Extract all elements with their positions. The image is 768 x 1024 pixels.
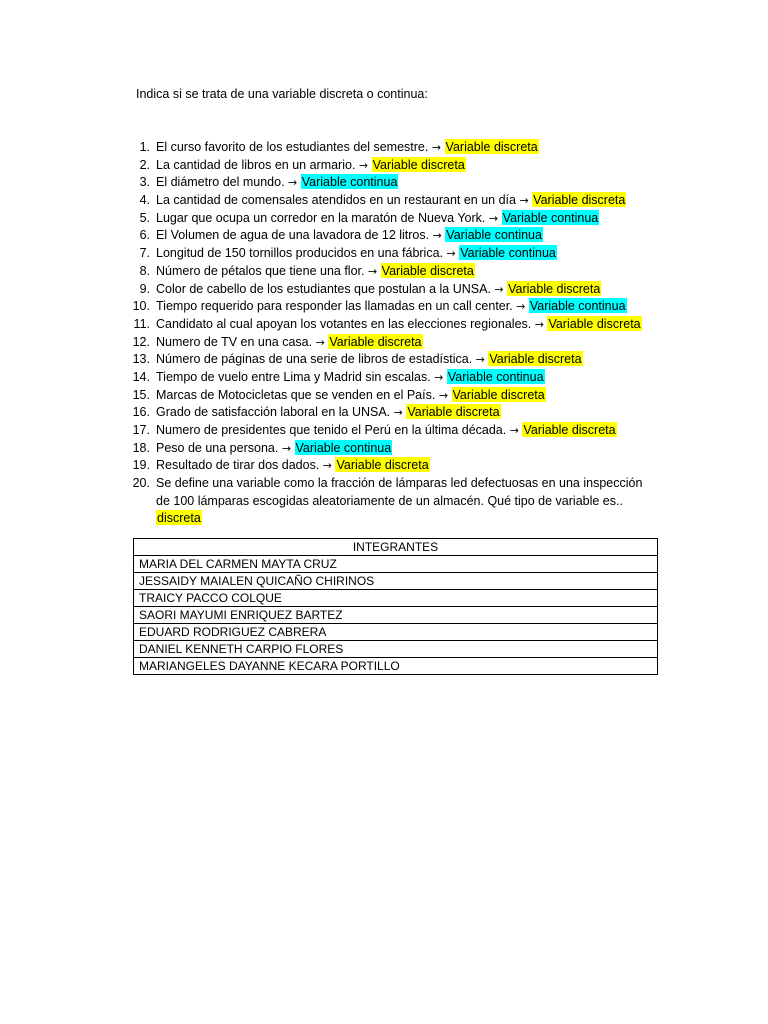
answer-discreta: Variable discreta xyxy=(548,316,641,331)
question-item xyxy=(128,404,668,422)
answer-continua: Variable continua xyxy=(447,369,544,384)
question-body xyxy=(156,192,656,210)
question-body xyxy=(156,316,656,334)
question-number: 1. xyxy=(139,140,150,154)
question-item xyxy=(128,192,668,210)
question-text: Candidato al cual apoyan los votantes en las elecciones regionales. xyxy=(156,316,532,331)
question-text: Grado de satisfacción laboral en la UNSA. xyxy=(156,405,391,420)
question-text: Resultado de tirar dos dados. xyxy=(156,458,320,473)
question-item xyxy=(128,245,668,263)
question-body xyxy=(156,404,656,422)
arrow-icon: → xyxy=(438,388,449,402)
question-body xyxy=(156,210,656,228)
question-body xyxy=(156,245,656,263)
question-number: 12. xyxy=(132,334,150,349)
question-body xyxy=(156,351,656,369)
question-text: Tiempo requerido para responder las llamadas en un call center. xyxy=(156,299,513,314)
question-item xyxy=(128,316,668,334)
question-text: El diámetro del mundo. xyxy=(156,175,285,190)
answer-continua: Variable continua xyxy=(529,299,626,314)
question-text: Tiempo de vuelo entre Lima y Madrid sin escalas. xyxy=(156,369,431,384)
question-item xyxy=(128,369,668,387)
question-number: 8. xyxy=(139,263,150,278)
arrow-icon: → xyxy=(322,459,332,473)
question-text: Número de pétalos que tiene una flor. xyxy=(156,263,365,278)
question-number: 18. xyxy=(132,440,150,455)
arrow-icon: → xyxy=(315,335,325,349)
member-name: TRAICY PACCO COLQUE xyxy=(134,590,658,607)
question-text: Se define una variable como la fracción de lámparas led defectuosas en una inspección de 100 lámparas escogidas aleatoriamente de un almacén. Qué tipo de variable es.. xyxy=(156,476,643,508)
answer-continua: Variable continua xyxy=(460,246,556,261)
question-text: Número de páginas de una serie de libros de estadística. xyxy=(156,352,473,367)
question-body xyxy=(156,334,656,352)
question-text: La cantidad de libros en un armario. xyxy=(156,157,356,172)
question-item xyxy=(128,263,668,281)
answer-discreta: Variable discreta xyxy=(533,193,626,208)
answer-discreta: Variable discreta xyxy=(445,140,538,154)
question-item xyxy=(128,457,668,475)
question-number: 13. xyxy=(132,352,150,367)
question-list xyxy=(128,139,668,528)
question-body xyxy=(156,457,656,475)
question-item xyxy=(128,281,668,299)
member-name: SAORI MAYUMI ENRIQUEZ BARTEZ xyxy=(134,607,658,624)
question-text: El curso favorito de los estudiantes del semestre. xyxy=(156,140,429,154)
question-body xyxy=(156,440,656,458)
question-text: El Volumen de agua de una lavadora de 12 litros. xyxy=(156,228,430,243)
table-header-row xyxy=(134,539,658,556)
arrow-icon: → xyxy=(519,194,529,208)
question-number: 2. xyxy=(139,157,150,172)
arrow-icon: → xyxy=(367,264,378,278)
arrow-icon: → xyxy=(281,441,292,455)
table-row xyxy=(134,624,658,641)
arrow-icon: → xyxy=(434,370,444,384)
answer-discreta: Variable discreta xyxy=(336,458,429,473)
question-body xyxy=(156,387,656,405)
arrow-icon: → xyxy=(509,424,519,437)
question-body xyxy=(156,157,656,175)
question-number: 16. xyxy=(132,405,150,420)
question-number: 17. xyxy=(132,423,150,437)
answer-discreta: Variable discreta xyxy=(523,423,616,437)
question-number: 15. xyxy=(132,387,150,402)
question-number: 5. xyxy=(139,210,150,225)
member-name: MARIA DEL CARMEN MAYTA CRUZ xyxy=(134,556,658,573)
answer-discreta: Variable discreta xyxy=(372,157,465,172)
question-body xyxy=(156,139,656,157)
question-body xyxy=(156,475,656,528)
question-number: 3. xyxy=(139,175,150,190)
instruction-heading: Indica si se trata de una variable discreta o continua: xyxy=(136,87,428,101)
table-row xyxy=(134,607,658,624)
question-number: 19. xyxy=(132,458,150,473)
question-number: 10. xyxy=(132,299,150,314)
answer-continua: Variable continua xyxy=(446,228,542,243)
answer-discreta: Variable discreta xyxy=(489,352,582,367)
table-row xyxy=(134,658,658,675)
answer-discreta: Variable discreta xyxy=(452,387,545,402)
arrow-icon: → xyxy=(358,158,369,172)
member-name: EDUARD RODRIGUEZ CABRERA xyxy=(134,624,658,641)
answer-discreta: Variable discreta xyxy=(329,334,422,349)
question-text: Color de cabello de los estudiantes que postulan a la UNSA. xyxy=(156,281,491,296)
members-table xyxy=(133,538,658,675)
answer-continua: Variable continua xyxy=(295,440,392,455)
arrow-icon: → xyxy=(488,211,499,225)
question-number: 20. xyxy=(132,476,150,491)
question-body xyxy=(156,263,656,281)
question-number: 6. xyxy=(139,228,150,243)
arrow-icon: → xyxy=(431,141,442,154)
question-number: 9. xyxy=(139,281,150,296)
question-body xyxy=(156,422,656,440)
answer-discreta: Variable discreta xyxy=(407,405,500,420)
question-number: 11. xyxy=(133,316,150,331)
question-text: La cantidad de comensales atendidos en un restaurant en un día xyxy=(156,193,516,208)
arrow-icon: → xyxy=(516,300,526,314)
arrow-icon: → xyxy=(288,176,298,190)
question-item xyxy=(128,422,668,440)
question-item xyxy=(128,174,668,192)
question-number: 14. xyxy=(132,369,150,384)
question-body xyxy=(156,298,656,316)
question-body xyxy=(156,281,656,299)
member-name: MARIANGELES DAYANNE KECARA PORTILLO xyxy=(134,658,658,675)
arrow-icon: → xyxy=(494,282,504,296)
question-text: Numero de TV en una casa. xyxy=(156,334,313,349)
question-item-20 xyxy=(128,475,668,528)
answer-discreta: discreta xyxy=(157,511,201,526)
question-text: Marcas de Motocicletas que se venden en el País. xyxy=(156,387,436,402)
answer-continua: Variable continua xyxy=(301,175,398,190)
answer-continua: Variable continua xyxy=(502,210,599,225)
table-row xyxy=(134,556,658,573)
answer-discreta: Variable discreta xyxy=(381,263,474,278)
table-row xyxy=(134,573,658,590)
question-text: Longitud de 150 tornillos producidos en una fábrica. xyxy=(156,246,444,261)
member-name: DANIEL KENNETH CARPIO FLORES xyxy=(134,641,658,658)
question-item xyxy=(128,227,668,245)
table-header: INTEGRANTES xyxy=(134,539,658,556)
arrow-icon: → xyxy=(446,247,456,261)
question-item xyxy=(128,351,668,369)
question-item xyxy=(128,440,668,458)
question-body xyxy=(156,174,656,192)
table-row xyxy=(134,641,658,658)
answer-discreta: Variable discreta xyxy=(508,281,601,296)
question-text: Numero de presidentes que tenido el Perú en la última década. xyxy=(156,423,507,437)
question-number: 7. xyxy=(139,246,150,261)
arrow-icon: → xyxy=(393,406,403,420)
question-item xyxy=(128,387,668,405)
question-text: Peso de una persona. xyxy=(156,440,279,455)
question-item xyxy=(128,139,668,157)
arrow-icon: → xyxy=(475,353,485,367)
question-text: Lugar que ocupa un corredor en la maratón de Nueva York. xyxy=(156,210,486,225)
question-number: 4. xyxy=(139,193,150,208)
question-item xyxy=(128,298,668,316)
question-item xyxy=(128,334,668,352)
table-row xyxy=(134,590,658,607)
member-name: JESSAIDY MAIALEN QUICAÑO CHIRINOS xyxy=(134,573,658,590)
question-item xyxy=(128,157,668,175)
question-item xyxy=(128,210,668,228)
question-body xyxy=(156,227,656,245)
arrow-icon: → xyxy=(432,229,442,243)
arrow-icon: → xyxy=(534,317,544,331)
question-body xyxy=(156,369,656,387)
